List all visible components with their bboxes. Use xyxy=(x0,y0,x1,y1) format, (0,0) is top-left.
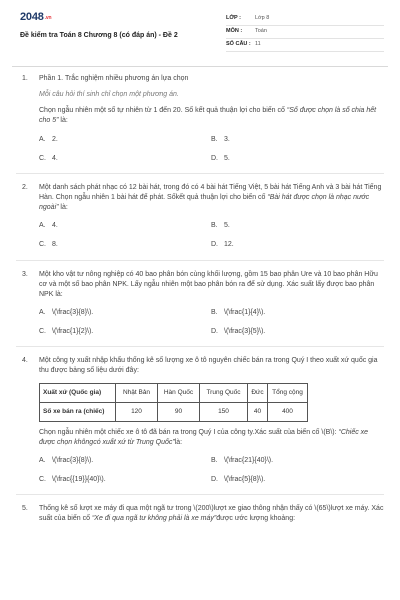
logo-text: 2048 xyxy=(20,11,44,23)
question-text-2 xyxy=(39,428,384,448)
option-key: B. xyxy=(211,456,218,464)
question-4 xyxy=(0,356,400,485)
question-text: Một công ty xuất nhập khẩu thống kê số lượng xe ô tô nguyên chiếc bán ra trong Quý I theo xuất xứ quốc gia thu được bảng số liệu dưới đây: xyxy=(39,357,378,375)
option-b[interactable] xyxy=(211,308,383,318)
option-key: B. xyxy=(211,308,218,316)
option-value: \(\frac{5}{8}\). xyxy=(224,475,266,483)
option-key: C. xyxy=(39,241,46,249)
table-header-cell: Nhật Bản xyxy=(116,383,158,402)
question-number: 4. xyxy=(22,357,28,365)
event-text: “Xe đi qua ngã tư không phải là xe máy” xyxy=(91,515,217,523)
option-b[interactable] xyxy=(211,135,383,145)
option-key: A. xyxy=(39,135,46,143)
option-value: \(\frac{1}{2}\). xyxy=(52,328,94,336)
logo-suffix: .vn xyxy=(44,15,52,21)
question-text-part: Chọn ngẫu nhiên một số tự nhiên từ 1 đến 20. Số kết quả thuận lợi cho biến cố xyxy=(39,107,287,115)
exam-meta xyxy=(226,13,384,52)
question-divider xyxy=(16,494,384,495)
option-key: B. xyxy=(211,135,218,143)
option-value: 5. xyxy=(224,154,230,162)
question-list xyxy=(0,74,400,524)
option-value: \(\frac{3}{8}\). xyxy=(52,308,94,316)
data-table xyxy=(39,383,308,422)
question-text-end: được ước lượng khoảng: xyxy=(216,515,296,523)
table-header-cell: Hàn Quốc xyxy=(158,383,200,402)
option-value: 12. xyxy=(224,241,234,249)
option-b[interactable] xyxy=(211,221,383,231)
question-2 xyxy=(0,183,400,251)
table-cell: 90 xyxy=(158,402,200,421)
meta-row-count xyxy=(226,39,384,52)
question-text xyxy=(39,106,384,126)
option-b[interactable] xyxy=(211,456,383,466)
option-d[interactable] xyxy=(211,240,383,250)
answer-options xyxy=(39,456,384,485)
meta-value: 11 xyxy=(255,41,261,48)
option-value: \(\frac{{19}}{40}\). xyxy=(52,475,106,483)
option-key: D. xyxy=(211,328,218,336)
option-value: 3. xyxy=(224,135,230,143)
header-divider xyxy=(12,66,388,67)
question-text xyxy=(39,183,384,213)
question-text: Một kho vật tư nông nghiệp có 40 bao phân bón cùng khối lượng, gồm 15 bao phân Ure và 10 bao phân Hữu cơ và một số bao phân NPK. Lấy ngẫu nhiên một bao phân bón ra để sử dụng. Xác suất lấy được bao phân NPK là: xyxy=(39,270,378,298)
option-key: A. xyxy=(39,308,46,316)
answer-options xyxy=(39,308,384,337)
option-value: \(\frac{21}{40}\). xyxy=(224,456,274,464)
question-text-end: là: xyxy=(58,117,68,125)
table-cell: 40 xyxy=(248,402,268,421)
meta-row-subject xyxy=(226,26,384,39)
table-cell: 150 xyxy=(200,402,248,421)
question-text-end: là: xyxy=(58,204,68,212)
option-key: C. xyxy=(39,475,46,483)
option-key: B. xyxy=(211,222,218,230)
question-text-part: Chọn ngẫu nhiên một chiếc xe ô tô đã bán ra trong Quý I của công ty.Xác suất của biến cố \(B\): xyxy=(39,428,339,436)
option-value: 2. xyxy=(52,135,58,143)
table-row xyxy=(40,402,308,421)
table-header-cell: Đức xyxy=(248,383,268,402)
meta-label: LỚP : xyxy=(226,15,241,22)
event-text: “Chiếc xe được chọn khôngcó xuất xứ từ Trung Quốc” xyxy=(39,428,369,446)
option-key: D. xyxy=(211,154,218,162)
site-logo[interactable] xyxy=(20,10,51,26)
question-divider xyxy=(16,173,384,174)
option-value: 8. xyxy=(52,241,58,249)
question-number: 5. xyxy=(22,505,28,513)
option-d[interactable] xyxy=(211,154,383,164)
question-text-part: Thống kê số lượt xe máy đi qua một ngã tư trong \(200\)lượt xe giao thông nhận thấy có \(65\)lượt xe máy. Xác suất của biến cố xyxy=(39,505,384,523)
table-header-cell: Trung Quốc xyxy=(200,383,248,402)
event-text: “Bài hát được chọn là nhạc nước ngoài” xyxy=(39,193,370,212)
option-a[interactable] xyxy=(39,308,211,318)
event-text: “Số được chọn là số chia hết cho 5” xyxy=(39,107,377,125)
question-text-part: Một danh sách phát nhạc có 12 bài hát, trong đó có 4 bài hát Tiếng Việt, 5 bài hát Tiếng Anh và 3 bài hát Tiếng Hàn. Chọn ngẫu nhiên 1 bài hát để phát. Sốkết quả thuận lợi cho biến cố xyxy=(39,183,382,201)
question-5 xyxy=(0,504,400,524)
question-divider xyxy=(16,260,384,261)
option-key: A. xyxy=(39,456,46,464)
option-key: D. xyxy=(211,475,218,483)
answer-options xyxy=(39,221,384,250)
table-header-cell: Xuất xứ (Quốc gia) xyxy=(40,383,116,402)
meta-value: Lớp 8 xyxy=(255,15,270,22)
question-number: 1. xyxy=(22,75,28,82)
section-instruction: Mỗi câu hỏi thí sinh chỉ chọn một phương án. xyxy=(39,91,179,99)
option-c[interactable] xyxy=(39,240,211,250)
option-a[interactable] xyxy=(39,456,211,466)
table-header-row xyxy=(40,383,308,402)
table-cell: 400 xyxy=(268,402,308,421)
question-3 xyxy=(0,270,400,338)
section-heading: Phần 1. Trắc nghiệm nhiều phương án lựa chọn xyxy=(39,75,189,82)
option-key: C. xyxy=(39,154,46,162)
table-cell: Số xe bán ra (chiếc) xyxy=(40,402,116,421)
option-value: 5. xyxy=(224,222,230,230)
question-divider xyxy=(16,346,384,347)
table-header-cell: Tổng cộng xyxy=(268,383,308,402)
meta-value: Toán xyxy=(255,28,267,35)
meta-label: SỐ CÂU : xyxy=(226,41,251,48)
answer-options xyxy=(39,135,384,164)
meta-label: MÔN : xyxy=(226,28,243,35)
question-text xyxy=(39,504,384,524)
option-key: C. xyxy=(39,328,46,336)
option-d[interactable] xyxy=(211,475,383,485)
option-a[interactable] xyxy=(39,221,211,231)
option-value: \(\frac{3}{8}\). xyxy=(52,456,94,464)
option-value: \(\frac{3}{5}\). xyxy=(224,328,266,336)
document-title: Đề kiểm tra Toán 8 Chương 8 (có đáp án) - Đề 2 xyxy=(20,32,178,39)
option-a[interactable] xyxy=(39,135,211,145)
question-number: 3. xyxy=(22,270,28,278)
meta-row-class xyxy=(226,13,384,26)
question-1 xyxy=(0,74,400,164)
option-c[interactable] xyxy=(39,154,211,164)
table-cell: 120 xyxy=(116,402,158,421)
question-text-end: là: xyxy=(174,438,183,446)
option-c[interactable] xyxy=(39,327,211,337)
option-value: \(\frac{1}{4}\). xyxy=(224,308,266,316)
option-d[interactable] xyxy=(211,327,383,337)
page-header xyxy=(0,0,400,62)
option-c[interactable] xyxy=(39,475,211,485)
question-number: 2. xyxy=(22,183,28,191)
option-value: 4. xyxy=(52,154,58,162)
option-key: D. xyxy=(211,241,218,249)
option-value: 4. xyxy=(52,222,58,230)
option-key: A. xyxy=(39,222,46,230)
